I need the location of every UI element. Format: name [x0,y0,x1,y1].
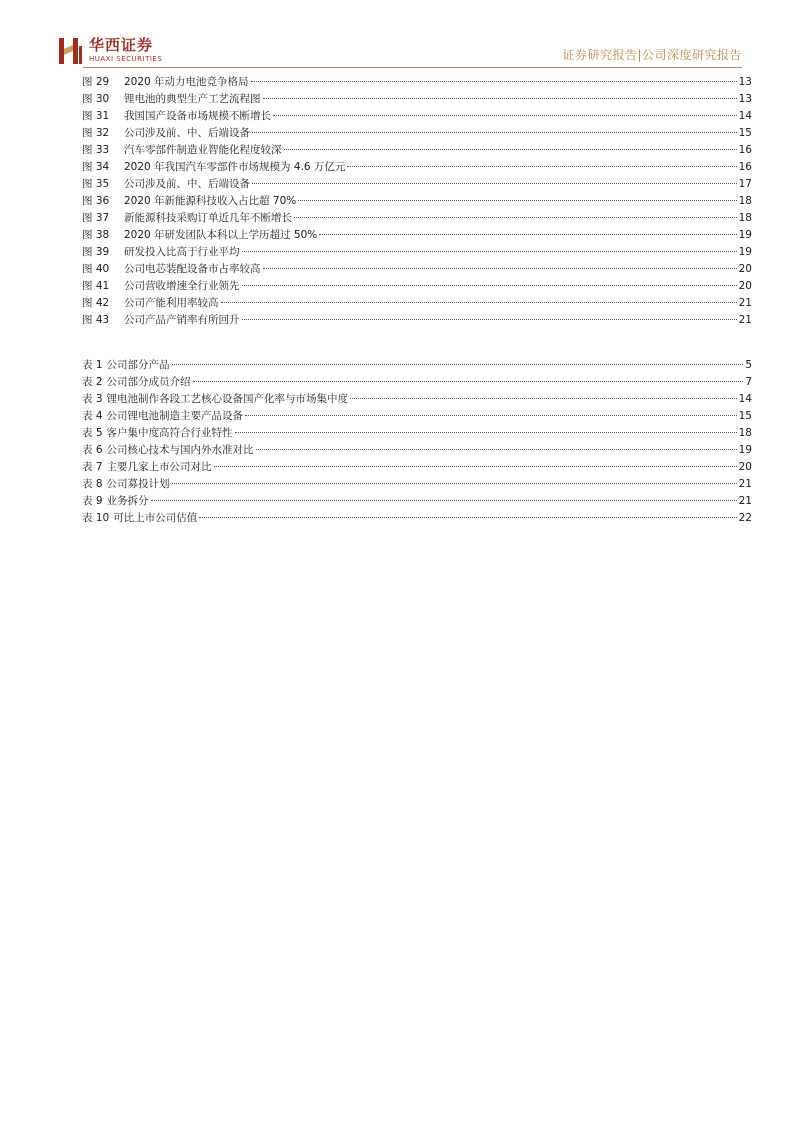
toc-entry[interactable] [82,244,752,261]
toc-leader-dots [151,500,737,501]
toc-entry-title: 客户集中度高符合行业特性 [106,427,233,439]
toc-entry-page: 21 [738,297,752,309]
toc-leader-dots [199,517,736,518]
toc-entry[interactable] [82,159,752,176]
toc-entry-page: 5 [745,359,752,371]
toc-entry[interactable] [82,108,752,125]
toc-entry[interactable] [82,193,752,210]
header-divider [83,67,742,68]
toc-entry[interactable] [82,442,752,459]
toc-entry[interactable] [82,391,752,408]
toc-leader-dots [298,200,736,201]
toc-entry-title: 公司涉及前、中、后端设备 [124,178,250,190]
toc-entry-title: 业务拆分 [106,495,149,507]
toc-entry[interactable] [82,176,752,193]
report-type-label: 证券研究报告|公司深度研究报告 [562,48,742,62]
toc-entry-title: 公司电芯装配设备市占率较高 [124,263,261,275]
toc-entry[interactable] [82,125,752,142]
toc-leader-dots [242,285,737,286]
toc-entry-label: 图 39 [82,246,110,258]
company-logo [58,36,162,66]
toc-entry-title: 可比上市公司估值 [113,512,198,524]
toc-entry[interactable] [82,312,752,329]
toc-entry[interactable] [82,510,752,527]
toc-entry-label: 图 36 [82,195,110,207]
toc-entry[interactable] [82,278,752,295]
toc-entry-label: 图 40 [82,263,110,275]
toc-entry-page: 14 [738,393,752,405]
toc-entry-page: 19 [738,229,752,241]
toc-entry-label: 表 4 [82,410,103,422]
toc-entry-label: 表 9 [82,495,103,507]
toc-entry-label: 表 2 [82,376,103,388]
toc-entry-title: 研发投入比高于行业平均 [124,246,240,258]
logo-chinese-name: 华西证券 [89,36,154,54]
toc-entry-label: 图 33 [82,144,110,156]
toc-entry-label: 表 6 [82,444,103,456]
toc-entry[interactable] [82,91,752,108]
toc-entry-title: 2020 年我国汽车零部件市场规模为 4.6 万亿元 [124,161,346,173]
toc-entry[interactable] [82,476,752,493]
toc-entry-title: 2020 年研发团队本科以上学历超过 50% [124,229,318,241]
toc-entry[interactable] [82,408,752,425]
toc-entry-label: 图 37 [82,212,110,224]
toc-leader-dots [263,268,737,269]
toc-entry-page: 7 [745,376,752,388]
toc-entry-label: 图 31 [82,110,110,122]
toc-leader-dots [172,483,737,484]
toc-leader-dots [263,98,737,99]
huaxi-logo-icon [58,36,84,66]
toc-entry-page: 13 [738,76,752,88]
toc-leader-dots [350,398,737,399]
toc-entry-label: 图 35 [82,178,110,190]
toc-entry-page: 14 [738,110,752,122]
toc-entry-title: 公司锂电池制造主要产品设备 [106,410,244,422]
toc-entry-label: 表 10 [82,512,110,524]
toc-entry-label: 表 1 [82,359,103,371]
toc-leader-dots [235,432,737,433]
toc-leader-dots [221,302,737,303]
toc-entry-page: 18 [738,195,752,207]
toc-leader-dots [273,115,737,116]
toc-entry-page: 19 [738,246,752,258]
toc-entry-title: 公司产品产销率有所回升 [124,314,240,326]
toc-entry-page: 20 [738,461,752,473]
toc-entry[interactable] [82,261,752,278]
toc-leader-dots [193,381,744,382]
toc-entry-title: 公司募投计划 [106,478,170,490]
toc-entry-title: 公司营收增速全行业领先 [124,280,240,292]
toc-entry-page: 21 [738,314,752,326]
table-index [82,357,752,527]
toc-entry-title: 新能源科技采购订单近几年不断增长 [124,212,292,224]
toc-entry-label: 图 38 [82,229,110,241]
toc-entry-title: 公司部分成员介绍 [106,376,191,388]
toc-entry-title: 主要几家上市公司对比 [106,461,212,473]
toc-entry-page: 16 [738,144,752,156]
toc-entry-title: 锂电池制作各段工艺核心设备国产化率与市场集中度 [106,393,349,405]
toc-entry[interactable] [82,210,752,227]
toc-entry-label: 表 8 [82,478,103,490]
toc-entry-page: 20 [738,263,752,275]
toc-entry-title: 2020 年新能源科技收入占比超 70% [124,195,297,207]
toc-leader-dots [347,166,736,167]
toc-entry-label: 表 5 [82,427,103,439]
toc-leader-dots [172,364,744,365]
toc-leader-dots [256,449,737,450]
toc-leader-dots [252,132,737,133]
toc-entry-label: 图 43 [82,314,110,326]
toc-entry-title: 我国国产设备市场规模不断增长 [124,110,271,122]
toc-entry-page: 17 [738,178,752,190]
page-header [58,30,742,70]
toc-entry[interactable] [82,459,752,476]
toc-entry-title: 2020 年动力电池竞争格局 [124,76,249,88]
toc-entry-label: 表 3 [82,393,103,405]
toc-entry-page: 22 [738,512,752,524]
toc-leader-dots [214,466,737,467]
toc-entry[interactable] [82,357,752,374]
figure-index [82,74,752,329]
toc-entry-title: 公司产能利用率较高 [124,297,219,309]
toc-entry[interactable] [82,74,752,91]
toc-entry-page: 18 [738,427,752,439]
toc-entry-page: 15 [738,127,752,139]
toc-entry-title: 公司核心技术与国内外水准对比 [106,444,254,456]
toc-leader-dots [284,149,737,150]
toc-leader-dots [252,183,737,184]
toc-entry-page: 20 [738,280,752,292]
toc-leader-dots [245,415,737,416]
toc-entry-label: 图 41 [82,280,110,292]
toc-leader-dots [251,81,737,82]
toc-entry[interactable] [82,374,752,391]
toc-entry-page: 21 [738,495,752,507]
toc-leader-dots [294,217,737,218]
toc-entry-page: 16 [738,161,752,173]
toc-entry[interactable] [82,295,752,312]
toc-leader-dots [242,251,737,252]
toc-leader-dots [242,319,737,320]
toc-entry-page: 19 [738,444,752,456]
toc-entry-label: 图 42 [82,297,110,309]
toc-entry-label: 图 30 [82,93,110,105]
toc-entry[interactable] [82,493,752,510]
toc-entry[interactable] [82,142,752,159]
toc-entry-label: 图 32 [82,127,110,139]
toc-entry-label: 图 34 [82,161,110,173]
toc-entry-title: 公司部分产品 [106,359,170,371]
toc-entry-page: 13 [738,93,752,105]
toc-entry-label: 图 29 [82,76,110,88]
toc-entry-page: 18 [738,212,752,224]
logo-english-name: HUAXI SECURITIES [89,55,163,63]
toc-entry-page: 15 [738,410,752,422]
toc-entry-page: 21 [738,478,752,490]
toc-entry-title: 公司涉及前、中、后端设备 [124,127,250,139]
toc-leader-dots [319,234,736,235]
toc-entry[interactable] [82,227,752,244]
toc-entry[interactable] [82,425,752,442]
toc-entry-title: 锂电池的典型生产工艺流程图 [124,93,261,105]
toc-entry-title: 汽车零部件制造业智能化程度较深 [124,144,282,156]
toc-entry-label: 表 7 [82,461,103,473]
